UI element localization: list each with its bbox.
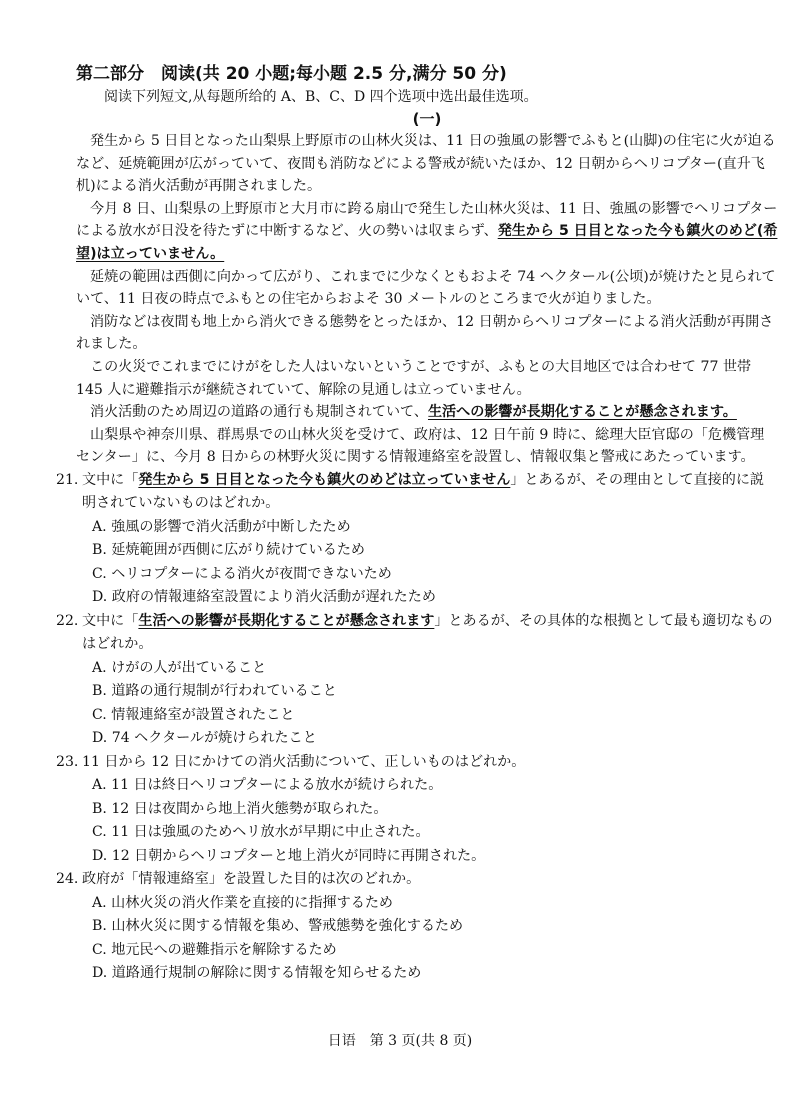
quoted-sentence: 生活への影響が長期化することが懸念されます xyxy=(138,612,435,629)
passage-paragraph xyxy=(76,198,778,266)
questions xyxy=(56,469,778,986)
option-list xyxy=(76,516,778,610)
option-d: D. 12 日朝からヘリコプターと地上消火が同時に再開された。 xyxy=(92,847,486,864)
instruction: 阅读下列短文,从每题所给的 A、B、C、D 四个选项中选出最佳选项。 xyxy=(104,89,538,105)
option-d: D. 道路通行規制の解除に関する情報を知らせるため xyxy=(92,965,422,982)
exam-page xyxy=(56,62,778,986)
option-d: D. 74 ヘクタールが焼けられたこと xyxy=(92,730,317,747)
option-c: C. ヘリコプターによる消火が夜間できないため xyxy=(92,565,392,582)
question-number: 23. xyxy=(56,753,79,770)
stem-text: 」とあるが、その具体的な根拠として最も適切なものはどれか。 xyxy=(82,612,773,653)
paragraph-text: 今月 8 日、山梨県の上野原市と大月市に跨る扇山で発生した山林火災は、11 日、強風の影響でヘリコプターによる放水が日没を待たずに中断するなど、火の勢いは収まらず、 xyxy=(76,200,778,240)
stem-text: 文中に「 xyxy=(82,471,139,488)
paragraph-text: 消火活動のため周辺の道路の通行も規制されていて、 xyxy=(90,404,428,421)
option-c: C. 11 日は強風のためヘリ放水が早期に中止された。 xyxy=(92,824,430,841)
quoted-sentence: 発生から 5 日目となった今も鎮火のめどは立っていません xyxy=(138,471,511,488)
stem-text: 政府が「情報連絡室」を設置した目的は次のどれか。 xyxy=(82,871,421,888)
question-number: 22. xyxy=(56,612,79,629)
option-list xyxy=(76,774,778,868)
option-list xyxy=(76,657,778,751)
passage-paragraph: 延焼の範囲は西側に向かって広がり、これまでに少なくともおよそ 74 ヘクタール(公顷)が焼けたと見られていて、11 日夜の時点でふもとの住宅からおよそ 30 メートルのところまで火が迫りました。 xyxy=(76,268,776,308)
highlighted-sentence: 発生から 5 日目となった今も鎮火のめど(希望)は立っていません。 xyxy=(76,223,778,262)
section-mark: (一) xyxy=(412,110,442,128)
page-footer: 日语 第 3 页(共 8 页) xyxy=(327,1033,473,1049)
option-a: A. けがの人が出ていること xyxy=(92,659,267,676)
passage-paragraph: 消防などは夜間も地上から消火できる態勢をとったほか、12 日朝からヘリコプターによる消火活動が再開されました。 xyxy=(76,313,774,353)
passage-paragraph: 発生から 5 日目となった山梨県上野原市の山林火災は、11 日の強風の影響でふもと(山脚)の住宅に火が迫るなど、延焼範囲が広がっていて、夜間も消防などによる警戒が続いたほか、12 日朝からヘリコプター(直升飞机)による消火活動が再開されました。 xyxy=(76,133,776,195)
question-stem xyxy=(56,868,778,892)
question-21 xyxy=(56,469,778,610)
passage-paragraph xyxy=(76,401,778,424)
highlighted-sentence: 生活への影響が長期化することが懸念されます。 xyxy=(427,404,737,421)
option-a: A. 11 日は終日ヘリコプターによる放水が続けられた。 xyxy=(92,777,443,794)
reading-passage xyxy=(76,130,778,469)
question-stem xyxy=(56,610,778,657)
option-b: B. 山林火災に関する情報を集め、警戒態勢を強化するため xyxy=(92,918,464,935)
question-23 xyxy=(56,751,778,869)
question-24 xyxy=(56,868,778,986)
stem-text: 文中に「 xyxy=(82,612,139,629)
passage-paragraph: 山梨県や神奈川県、群馬県での山林火災を受けて、政府は、12 日午前 9 時に、総理大臣官邸の「危機管理センター」に、今月 8 日からの林野火災に関する情報連絡室を設置し、情報収集と警戒にあたっています。 xyxy=(76,426,765,466)
stem-text: 」とあるが、その理由として直接的に説明されていないものはどれか。 xyxy=(82,471,765,512)
option-b: B. 道路の通行規制が行われていること xyxy=(92,683,337,700)
question-stem xyxy=(56,469,778,516)
question-number: 21. xyxy=(56,471,79,488)
option-b: B. 延焼範囲が西側に広がり続けているため xyxy=(92,542,366,559)
question-stem xyxy=(56,751,778,775)
question-number: 24. xyxy=(56,871,79,888)
option-list xyxy=(76,892,778,986)
option-d: D. 政府の情報連絡室設置により消火活動が遅れたため xyxy=(92,589,436,606)
part-title: 第二部分 阅读(共 20 小题;每小题 2.5 分,满分 50 分) xyxy=(76,64,507,84)
option-c: C. 情報連絡室が設置されたこと xyxy=(92,706,295,723)
passage-paragraph: この火災でこれまでにけがをした人はいないということですが、ふもとの大目地区では合わせて 77 世帯 145 人に避難指示が継続されていて、解除の見通しは立っていません。 xyxy=(76,358,752,398)
option-a: A. 強風の影響で消火活動が中断したため xyxy=(92,518,351,535)
option-b: B. 12 日は夜間から地上消火態勢が取られた。 xyxy=(92,800,388,817)
stem-text: 11 日から 12 日にかけての消火活動について、正しいものはどれか。 xyxy=(82,753,526,770)
option-c: C. 地元民への避難指示を解除するため xyxy=(92,941,337,958)
option-a: A. 山林火災の消火作業を直接的に指揮するため xyxy=(92,894,394,911)
question-22 xyxy=(56,610,778,751)
